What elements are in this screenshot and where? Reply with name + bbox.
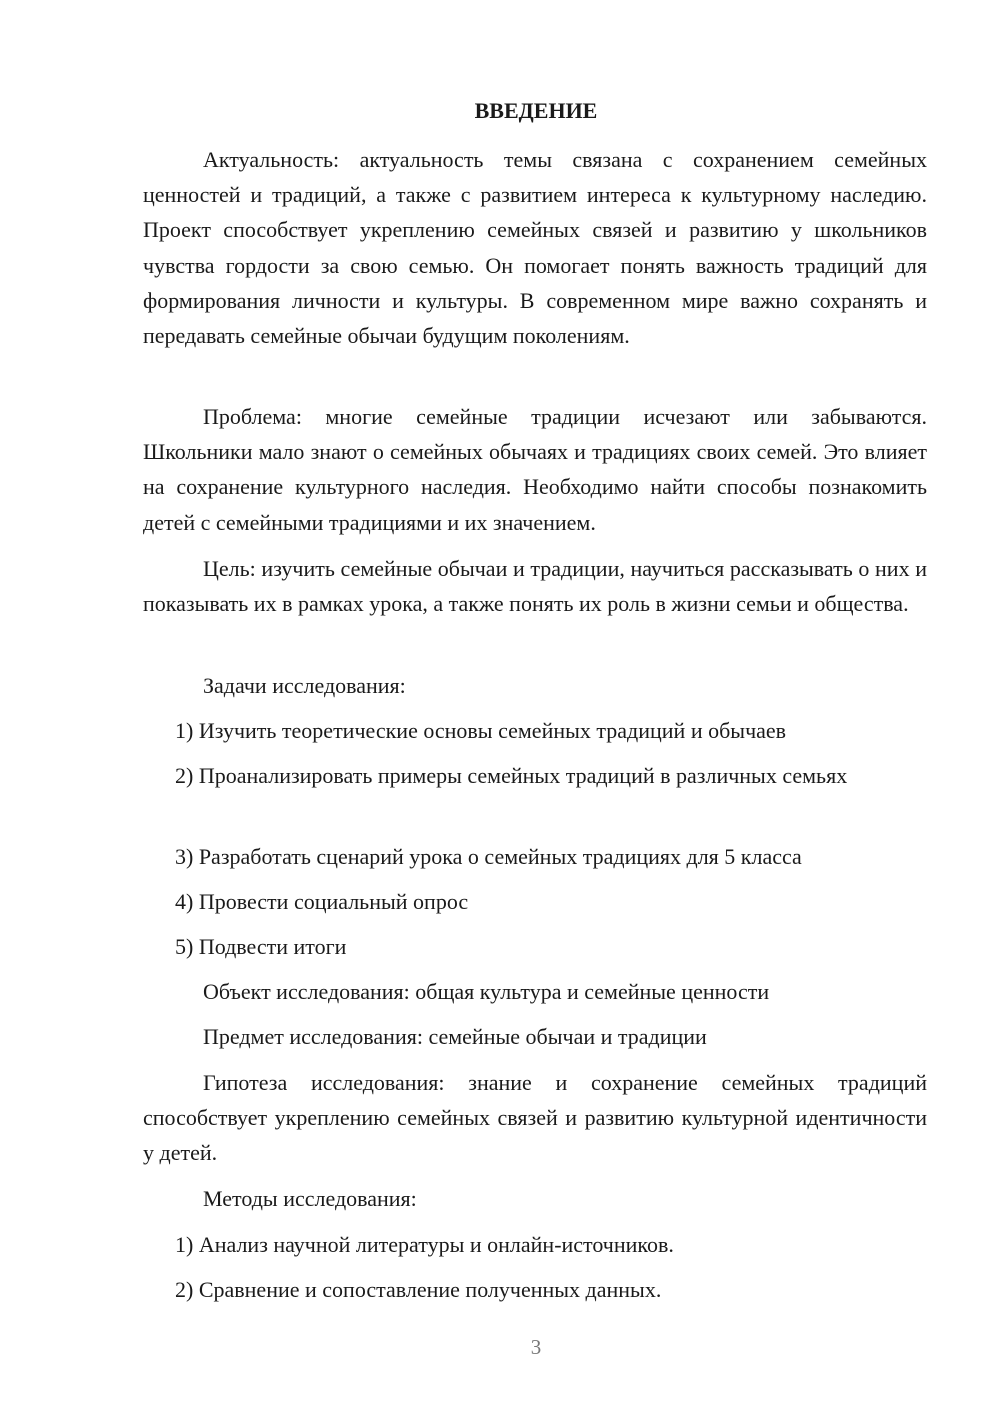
tasks-heading: Задачи исследования: (203, 673, 406, 698)
task-item-3: 3) Разработать сценарий урока о семейных традициях для 5 класса (175, 844, 802, 869)
task-item-4: 4) Провести социальный опрос (175, 889, 469, 914)
object-paragraph: Объект исследования: общая культура и семейные ценности (203, 979, 770, 1004)
task-item-2: 2) Проанализировать примеры семейных традиций в различных семьях (175, 763, 848, 788)
task-item-5: 5) Подвести итоги (175, 934, 347, 959)
page-number: 3 (530, 1335, 542, 1359)
task-item-1: 1) Изучить теоретические основы семейных традиций и обычаев (175, 718, 787, 743)
page-title: ВВЕДЕНИЕ (474, 98, 598, 123)
subject-paragraph: Предмет исследования: семейные обычаи и традиции (203, 1024, 707, 1049)
method-item-2: 2) Сравнение и сопоставление полученных данных. (175, 1277, 662, 1302)
goal-paragraph: Цель: изучить семейные обычаи и традиции, научиться рассказывать о них и показывать их в рамках урока, а также понять их роль в жизни семьи и общества. (143, 556, 927, 617)
relevance-paragraph: Актуальность: актуальность темы связана с сохранением семейных ценностей и традиций, а также с развитием интереса к культурному наследию. Проект способствует укреплению семейных связей и развитию у школьников чувства гордости за свою семью. Он помогает понять важность традиций для формирования личности и культуры. В современном мире важно сохранять и передавать семейные обычаи будущим поколениям. (143, 147, 927, 349)
methods-heading: Методы исследования: (203, 1186, 417, 1211)
problem-paragraph: Проблема: многие семейные традиции исчезают или забываются. Школьники мало знают о семейных обычаях и традициях своих семей. Это влияет на сохранение культурного наследия. Необходимо найти способы познакомить детей с семейными традициями и их значением. (143, 404, 927, 535)
hypothesis-paragraph: Гипотеза исследования: знание и сохранение семейных традиций способствует укреплению семейных связей и развитию культурной идентичности у детей. (143, 1070, 927, 1166)
method-item-1: 1) Анализ научной литературы и онлайн-источников. (175, 1232, 674, 1257)
